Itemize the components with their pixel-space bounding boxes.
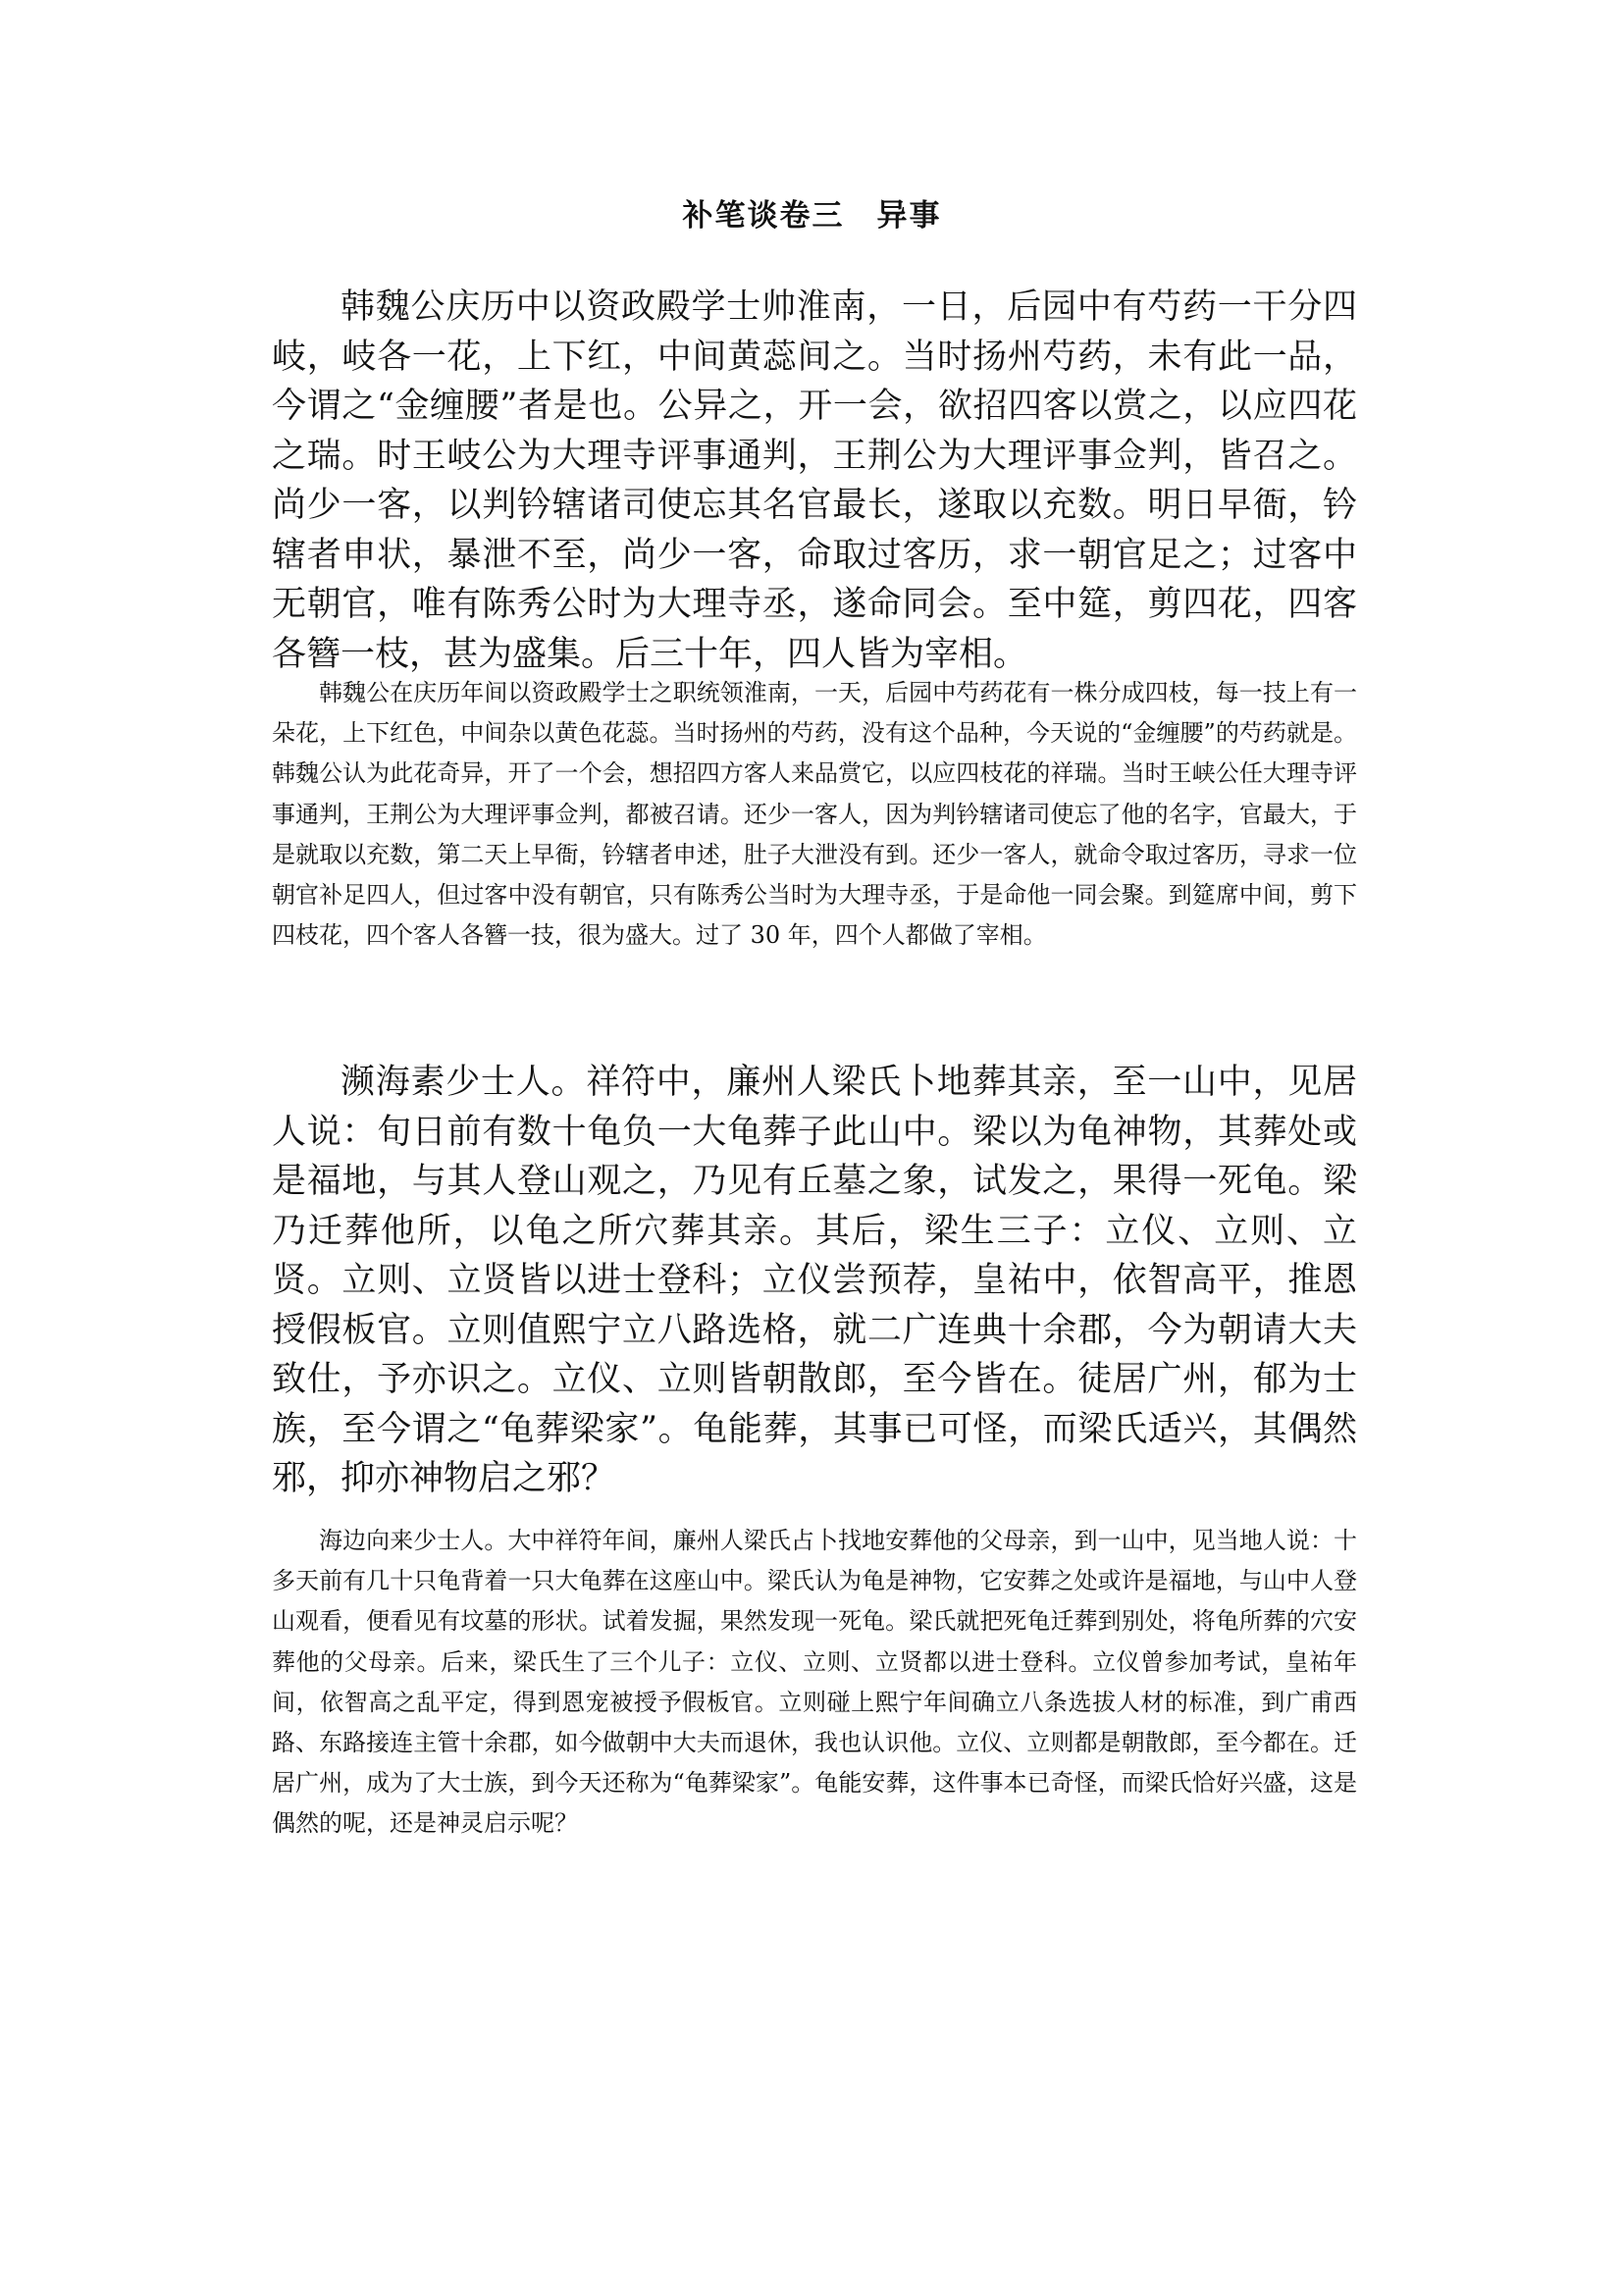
section-1-original-text: 韩魏公庆历中以资政殿学士帅淮南，一日，后园中有芍药一干分四岐，岐各一花，上下红，中间黄蕊间之。当时扬州芍药，未有此一品，今谓之“金缠腰”者是也。公异之，开一会，欲招四客以赏之，以应四花之瑞。时王岐公为大理寺评事通判，王荆公为大理评事佥判，皆召之。尚少一客，以判钤辖诸司使忘其名官最长，遂取以充数。明日早衙，钤辖者申状，暴泄不至，尚少一客，命取过客历，求一朝官足之；过客中无朝官，唯有陈秀公时为大理寺丞，遂命同会。至中筵，剪四花，四客各簪一枝，甚为盛集。后三十年，四人皆为宰相。 — [272, 287, 1357, 674]
section-1-translation-text: 韩魏公在庆历年间以资政殿学士之职统领淮南，一天，后园中芍药花有一株分成四枝，每一技上有一朵花，上下红色，中间杂以黄色花蕊。当时扬州的芍药，没有这个品种，今天说的“金缠腰”的芍药就是。韩魏公认为此花奇异，开了一个会，想招四方客人来品赏它，以应四枝花的祥瑞。当时王峡公任大理寺评事通判，王荆公为大理评事佥判，都被召请。还少一客人，因为判钤辖诸司使忘了他的名字，官最大，于是就取以充数，第二天上早衙，钤辖者申述，肚子大泄没有到。还少一客人，就命令取过客历，寻求一位朝官补足四人，但过客中没有朝官，只有陈秀公当时为大理寺丞，于是命他一同会聚。到筵席中间，剪下四枝花，四个客人各簪一技，很为盛大。过了 30 年，四个人都做了宰相。 — [272, 679, 1357, 950]
page-title: 补笔谈卷三 异事 — [682, 198, 942, 234]
section-2-original-text: 濒海素少士人。祥符中，廉州人梁氏卜地葬其亲，至一山中，见居人说：旬日前有数十龟负一大龟葬子此山中。梁以为龟神物，其葬处或是福地，与其人登山观之，乃见有丘墓之象，试发之，果得一死龟。梁乃迁葬他所，以龟之所穴葬其亲。其后，梁生三子：立仪、立则、立贤。立则、立贤皆以进士登科；立仪尝预荐，皇祐中，依智高平，推恩授假板官。立则值熙宁立八路选格，就二广连典十余郡，今为朝请大夫致仕，予亦识之。立仪、立则皆朝散郎，至今皆在。徒居广州，郁为士族，至今谓之“龟葬梁家”。龟能葬，其事已可怪，而梁氏适兴，其偶然邪，抑亦神物启之邪？ — [272, 1063, 1357, 1498]
section-2-translation-text: 海边向来少士人。大中祥符年间，廉州人梁氏占卜找地安葬他的父母亲，到一山中，见当地人说：十多天前有几十只龟背着一只大龟葬在这座山中。梁氏认为龟是神物，它安葬之处或许是福地，与山中人登山观看，便看见有坟墓的形状。试着发掘，果然发现一死龟。梁氏就把死龟迁葬到别处，将龟所葬的穴安葬他的父母亲。后来，梁氏生了三个儿子：立仪、立则、立贤都以进士登科。立仪曾参加考试，皇祐年间，依智高之乱平定，得到恩宠被授予假板官。立则碰上熙宁年间确立八条选拔人材的标准，到广甫西路、东路接连主管十余郡，如今做朝中大夫而退休，我也认识他。立仪、立则都是朝散郎，至今都在。迁居广州，成为了大士族，到今天还称为“龟葬梁家”。龟能安葬，这件事本已奇怪，而梁氏恰好兴盛，这是偶然的呢，还是神灵启示呢？ — [272, 1527, 1357, 1838]
